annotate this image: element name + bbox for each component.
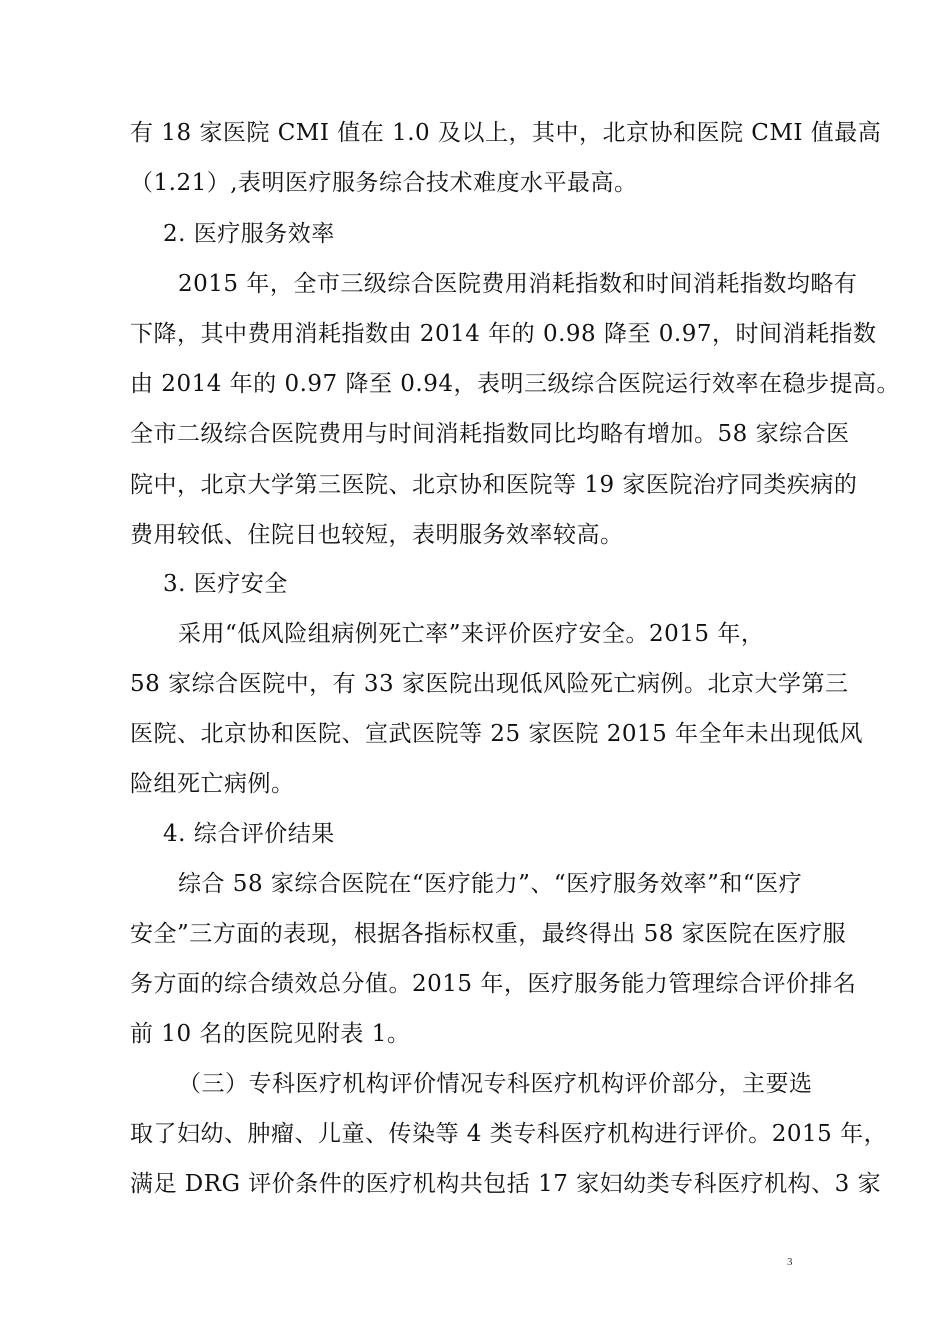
paragraph-line: 安全”三方面的表现，根据各指标权重，最终得出 58 家医院在医疗服 <box>130 921 847 947</box>
paragraph-line: 务方面的综合绩效总分值。2015 年，医疗服务能力管理综合评价排名 <box>130 971 857 997</box>
paragraph-line: 费用较低、住院日也较短，表明服务效率较高。 <box>130 522 624 548</box>
paragraph-line: 险组死亡病例。 <box>130 771 295 797</box>
paragraph-line: 前 10 名的医院见附表 1。 <box>130 1021 411 1047</box>
section-heading: 4. 综合评价结果 <box>163 821 335 847</box>
paragraph-line: 综合 58 家综合医院在“医疗能力”、“医疗服务效率”和“医疗 <box>178 871 803 897</box>
page-number: 3 <box>787 1256 793 1268</box>
paragraph-line: 取了妇幼、肿瘤、儿童、传染等 4 类专科医疗机构进行评价。2015 年， <box>130 1121 888 1147</box>
section-heading: 3. 医疗安全 <box>163 571 288 597</box>
paragraph-line: 全市二级综合医院费用与时间消耗指数同比均略有增加。58 家综合医 <box>130 421 850 447</box>
paragraph-line: 院中，北京大学第三医院、北京协和医院等 19 家医院治疗同类疾病的 <box>130 472 858 498</box>
paragraph-line: 由 2014 年的 0.97 降至 0.94，表明三级综合医院运行效率在稳步提高。 <box>130 371 901 397</box>
paragraph-line: 采用“低风险组病例死亡率”来评价医疗安全。2015 年， <box>178 621 765 647</box>
paragraph-line: 58 家综合医院中，有 33 家医院出现低风险死亡病例。北京大学第三 <box>130 671 849 697</box>
paragraph-line: 下降，其中费用消耗指数由 2014 年的 0.98 降至 0.97，时间消耗指数 <box>130 321 877 347</box>
paragraph-line: （1.21）,表明医疗服务综合技术难度水平最高。 <box>130 170 638 196</box>
paragraph-line: 有 18 家医院 CMI 值在 1.0 及以上，其中，北京协和医院 CMI 值最高 <box>130 120 882 146</box>
paragraph-line: 医院、北京协和医院、宣武医院等 25 家医院 2015 年全年未出现低风 <box>130 721 864 747</box>
paragraph-line: 2015 年，全市三级综合医院费用消耗指数和时间消耗指数均略有 <box>178 271 858 297</box>
section-heading: 2. 医疗服务效率 <box>163 221 335 247</box>
section-paragraph-line: （三）专科医疗机构评价情况专科医疗机构评价部分，主要选 <box>178 1071 813 1097</box>
paragraph-line: 满足 DRG 评价条件的医疗机构共包括 17 家妇幼类专科医疗机构、3 家 <box>130 1171 882 1197</box>
